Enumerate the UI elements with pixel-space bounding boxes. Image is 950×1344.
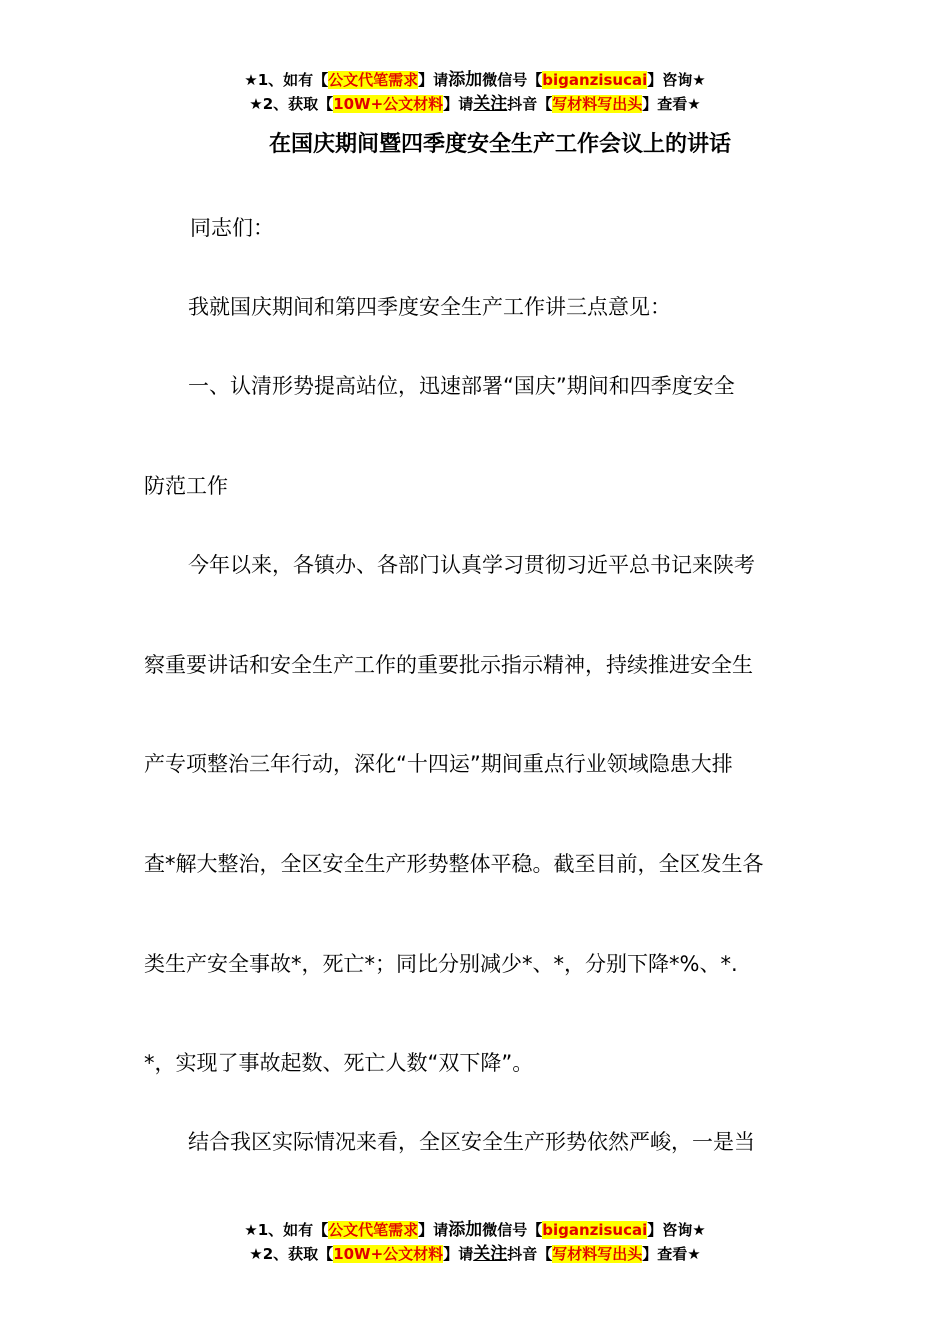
banner-emphasis: 关注 (473, 1244, 508, 1264)
banner-text: 】请 (418, 71, 449, 89)
banner-text: 】咨询★ (647, 71, 706, 89)
top-banner (0, 68, 950, 116)
banner-text: 】查看★ (642, 95, 701, 113)
banner-text: 抖音【 (507, 1245, 553, 1263)
banner-text: 抖音【 (507, 95, 553, 113)
highlight-materials: 10W+公文材料 (333, 1245, 444, 1263)
highlight-wechat-id: biganzisucai (542, 1221, 648, 1239)
banner-text: 】请 (443, 1245, 474, 1263)
banner-line-1 (0, 68, 950, 92)
section-heading: 一、认清形势提高站位，迅速部署“国庆”期间和四季度安全 (188, 374, 735, 398)
banner-text: 】请 (443, 95, 474, 113)
document-title: 在国庆期间暨四季度安全生产工作会议上的讲话 (268, 132, 731, 157)
highlight-douyin: 写材料写出头 (552, 1245, 643, 1263)
banner-text: ★1、如有【 (244, 1221, 329, 1239)
banner-emphasis: 添加 (448, 70, 483, 90)
body-line: 类生产安全事故*，死亡*；同比分别减少*、*，分别下降*%、*. (144, 952, 738, 976)
body-line: *，实现了事故起数、死亡人数“双下降”。 (144, 1051, 534, 1075)
banner-text: 】请 (418, 1221, 449, 1239)
body-line: 察重要讲话和安全生产工作的重要批示指示精神，持续推进安全生 (144, 653, 753, 677)
salutation: 同志们： (190, 216, 274, 240)
banner-text: ★2、获取【 (249, 95, 334, 113)
highlight-wechat-id: biganzisucai (542, 71, 648, 89)
bottom-banner (0, 1218, 950, 1266)
banner-text: ★2、获取【 (249, 1245, 334, 1263)
body-line: 查*解大整治，全区安全生产形势整体平稳。截至目前，全区发生各 (144, 852, 764, 876)
highlight-materials: 10W+公文材料 (333, 95, 444, 113)
banner-text: ★1、如有【 (244, 71, 329, 89)
banner-line-2 (0, 92, 950, 116)
section-heading: 防范工作 (144, 474, 228, 498)
highlight-service: 公文代笔需求 (328, 1221, 419, 1239)
banner-text: 微信号【 (482, 1221, 543, 1239)
banner-emphasis: 关注 (473, 94, 508, 114)
body-line: 我就国庆期间和第四季度安全生产工作讲三点意见： (188, 295, 671, 319)
banner-text: 】咨询★ (647, 1221, 706, 1239)
banner-text: 】查看★ (642, 1245, 701, 1263)
body-line: 产专项整治三年行动，深化“十四运”期间重点行业领域隐患大排 (144, 752, 733, 776)
highlight-service: 公文代笔需求 (328, 71, 419, 89)
banner-text: 微信号【 (482, 71, 543, 89)
body-line: 结合我区实际情况来看，全区安全生产形势依然严峻，一是当 (188, 1130, 755, 1154)
banner-line-2 (0, 1242, 950, 1266)
banner-line-1 (0, 1218, 950, 1242)
banner-emphasis: 添加 (448, 1220, 483, 1240)
body-line: 今年以来，各镇办、各部门认真学习贯彻习近平总书记来陕考 (188, 553, 755, 577)
highlight-douyin: 写材料写出头 (552, 95, 643, 113)
